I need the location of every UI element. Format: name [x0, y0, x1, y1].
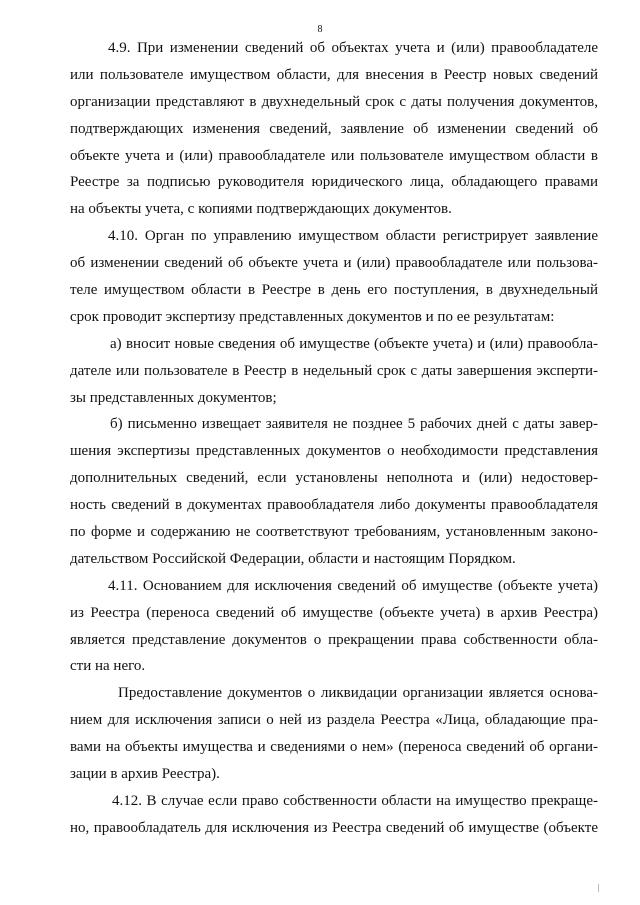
- liquidation-paragraph-line: нием для исключения записи о ней из раздела Реестра «Лица, обладающие пра-: [70, 712, 598, 729]
- subparagraph-b-line: дательством Российской Федерации, области и настоящим Порядком.: [70, 550, 516, 567]
- subparagraph-b-line: дополнительных сведений, если установлены неполнота и (или) недостовер-: [70, 470, 598, 487]
- document-body: [70, 35, 598, 842]
- subparagraph-a-line: зы представленных документов;: [70, 389, 277, 406]
- paragraph-4-12-line: 4.12. В случае если право собственности области на имущество прекраще-: [112, 792, 598, 809]
- paragraph-4-10-line: теле имуществом области в Реестре в день его поступления, в двухнедельный: [70, 282, 598, 299]
- paragraph-4-10-line: 4.10. Орган по управлению имуществом области регистрирует заявление: [108, 228, 598, 245]
- liquidation-paragraph-line: зации в архив Реестра).: [70, 766, 220, 783]
- subparagraph-b-line: шения экспертизы представленных документов о необходимости представления: [70, 443, 598, 460]
- paragraph-4-9-line: организации представляют в двухнедельный срок с даты получения документов,: [70, 93, 598, 110]
- paragraph-4-11-line: сти на него.: [70, 658, 146, 675]
- subparagraph-a-line: а) вносит новые сведения об имуществе (объекте учета) и (или) правообла-: [110, 335, 598, 352]
- subparagraph-b-line: ность сведений в документах правообладателя либо документы правообладателя: [70, 497, 598, 514]
- page-number: 8: [317, 24, 323, 35]
- paragraph-4-10-line: об изменении сведений об объекте учета и (или) правообладателе или пользова-: [70, 255, 598, 272]
- paragraph-4-9-line: или пользователе имуществом области, для внесения в Реестр новых сведений: [70, 66, 598, 83]
- paragraph-4-11-line: 4.11. Основанием для исключения сведений об имуществе (объекте учета): [108, 577, 598, 594]
- paragraph-4-9-line: объекте учета и (или) правообладателе или пользователе имуществом области в: [70, 147, 598, 164]
- paragraph-4-9-line: подтверждающих изменения сведений, заявление об изменении сведений об: [70, 120, 598, 137]
- paragraph-4-11-line: является представление документов о прекращении права собственности обла-: [70, 631, 598, 648]
- paragraph-4-10-line: срок проводит экспертизу представленных документов и по ее результатам:: [70, 308, 555, 325]
- paragraph-4-9-line: на объекты учета, с копиями подтверждающих документов.: [70, 201, 452, 218]
- paragraph-4-12-line: но, правообладатель для исключения из Реестра сведений об имуществе (объекте: [70, 819, 598, 836]
- liquidation-paragraph-line: вами на объекты имущества и сведениями о нем» (переноса сведений об органи-: [70, 739, 598, 756]
- subparagraph-b-line: б) письменно извещает заявителя не позднее 5 рабочих дней с даты завер-: [110, 416, 598, 433]
- paragraph-4-9-line: 4.9. При изменении сведений об объектах учета и (или) правообладателе: [108, 40, 598, 56]
- subparagraph-a-line: дателе или пользователе в Реестр в недельный срок с даты завершения эксперти-: [70, 362, 598, 379]
- scan-mark: [598, 884, 599, 892]
- liquidation-paragraph-line: Предоставление документов о ликвидации организации является основа-: [118, 685, 598, 702]
- subparagraph-b-line: по форме и содержанию не соответствуют требованиям, установленным законо-: [70, 524, 598, 541]
- paragraph-4-9-line: Реестре за подписью руководителя юридического лица, обладающего правами: [70, 174, 598, 191]
- paragraph-4-11-line: из Реестра (переноса сведений об имуществе (объекте учета) в архив Реестра): [70, 604, 598, 621]
